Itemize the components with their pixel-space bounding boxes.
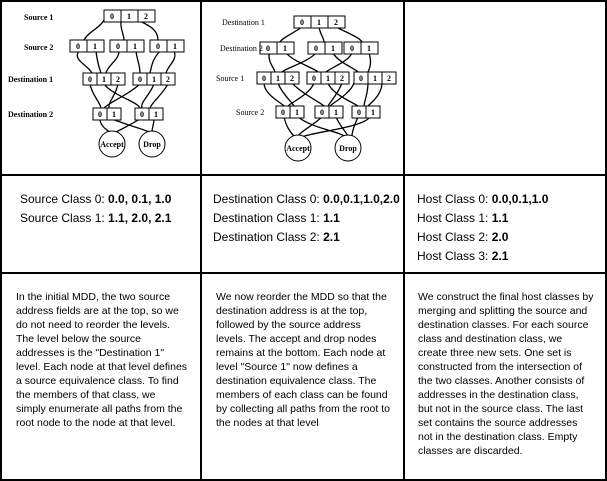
node-value: 1 <box>276 74 280 83</box>
drop-terminal: Drop <box>339 144 357 153</box>
node-value: 0 <box>350 44 354 53</box>
host-class-list <box>417 190 548 266</box>
row-label: Destination 2 <box>220 44 263 53</box>
node-value: 1 <box>173 42 177 51</box>
reordered-mdd-diagram <box>202 0 403 174</box>
host-class-description: We construct the final host classes by merging and splitting the source and destination classes. For each source class and destination class, we create three new sets. One set is constructed from the intersection of the two classes. Another consists of addresses in the destination class, but not in the source class. The last set contains the source addresses not in the destination class. Empty classes are discarded. <box>418 291 594 457</box>
node-value: 0 <box>76 42 80 51</box>
node-value: 0 <box>312 74 316 83</box>
node-value: 0 <box>116 42 120 51</box>
row-divider <box>0 174 607 176</box>
node-value: 1 <box>326 74 330 83</box>
node-value: 2 <box>387 74 391 83</box>
host-class: Host Class 1: 1.1 <box>417 211 509 225</box>
node-value: 1 <box>331 44 335 53</box>
node-value: 1 <box>371 108 375 117</box>
destination-class-list <box>213 190 400 247</box>
node-value: 1 <box>152 75 156 84</box>
host-class: Host Class 3: 2.1 <box>417 249 509 263</box>
node-value: 0 <box>314 44 318 53</box>
node-value: 1 <box>367 44 371 53</box>
destination-class: Destination Class 2: 2.1 <box>213 230 340 244</box>
node-value: 1 <box>373 74 377 83</box>
node-value: 2 <box>340 74 344 83</box>
source-class-list <box>20 190 171 228</box>
node-value: 2 <box>290 74 294 83</box>
node-value: 1 <box>127 12 131 21</box>
node-value: 0 <box>110 12 114 21</box>
node-value: 0 <box>156 42 160 51</box>
initial-mdd-diagram <box>0 0 200 174</box>
node-value: 1 <box>102 75 106 84</box>
row-label: Source 1 <box>24 13 54 22</box>
host-class: Host Class 0: 0.0,0.1,1.0 <box>417 192 549 206</box>
reordered-mdd-description: We now reorder the MDD so that the destination address is at the top, followed by the source address levels. The accept and drop nodes remains at the bottom. Each node at level "Source 1" now defines a destination equivalence class. The members of each class can be found by collecting all paths from the root to the nodes at that level <box>216 291 390 429</box>
column-divider <box>403 0 405 481</box>
row-label: Destination 1 <box>222 18 265 27</box>
node-value: 0 <box>88 75 92 84</box>
node-value: 1 <box>154 110 158 119</box>
node-value: 0 <box>300 18 304 27</box>
row-label: Source 2 <box>24 43 54 52</box>
row-label: Destination 1 <box>8 75 54 84</box>
node-value: 0 <box>138 75 142 84</box>
node-value: 0 <box>266 44 270 53</box>
host-class: Host Class 2: 2.0 <box>417 230 509 244</box>
node-value: 1 <box>317 18 321 27</box>
node-value: 2 <box>144 12 148 21</box>
node-value: 1 <box>133 42 137 51</box>
source-class: Source Class 1: 1.1, 2.0, 2.1 <box>20 211 172 225</box>
row-label: Source 2 <box>236 108 265 117</box>
row-label: Source 1 <box>216 74 245 83</box>
node-value: 0 <box>281 108 285 117</box>
node-value: 1 <box>283 44 287 53</box>
node-value: 1 <box>112 110 116 119</box>
source-class: Source Class 0: 0.0, 0.1, 1.0 <box>20 192 172 206</box>
accept-terminal: Accept <box>100 140 124 149</box>
node-value: 0 <box>98 110 102 119</box>
node-value: 0 <box>140 110 144 119</box>
node-value: 2 <box>334 18 338 27</box>
destination-class: Destination Class 1: 1.1 <box>213 211 340 225</box>
node-value: 0 <box>262 74 266 83</box>
row-label: Destination 2 <box>8 110 54 119</box>
node-value: 1 <box>295 108 299 117</box>
node-value: 0 <box>320 108 324 117</box>
node-value: 1 <box>93 42 97 51</box>
row-divider <box>0 272 607 274</box>
initial-mdd-description: In the initial MDD, the two source address fields are at the top, so we do not need to reorder the levels. The level below the source addresses is the "Destination 1" level. Each node at that level defines a source equivalence class. To find the members of that class, we simply enumerate all paths from the root node to the node at that level. <box>16 291 188 429</box>
node-value: 2 <box>166 75 170 84</box>
node-value: 1 <box>334 108 338 117</box>
node-value: 2 <box>116 75 120 84</box>
node-value: 0 <box>359 74 363 83</box>
accept-terminal: Accept <box>286 144 310 153</box>
node-value: 0 <box>357 108 361 117</box>
drop-terminal: Drop <box>143 140 161 149</box>
destination-class: Destination Class 0: 0.0,0.1,1.0,2.0 <box>213 192 400 206</box>
